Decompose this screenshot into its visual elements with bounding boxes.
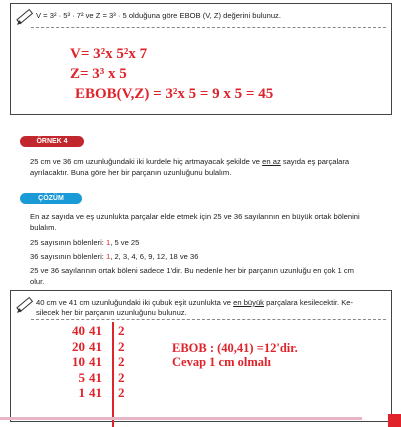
common-divisor-36: 1	[105, 252, 111, 261]
table-cell: 41	[89, 354, 102, 369]
problem-2-statement-a: 40 cm ve 41 cm uzunluğundaki iki çubuk eşit uzunlukta ve	[36, 298, 232, 307]
table-cell: 1	[78, 385, 85, 400]
table-cell: 2	[118, 354, 125, 369]
example-text-a-end: sayıda eş parçalara	[282, 157, 350, 166]
problem-2-emphasis: en büyük	[233, 298, 264, 307]
page-corner	[388, 414, 401, 427]
answer-line-v: V= 3²x 5²x 7	[70, 46, 148, 62]
divisors-36	[30, 251, 198, 262]
solution-line1: En az sayıda ve eş uzunlukta parçalar elde etmek için 25 ve 36 sayılarının en büyük ortak bölenini	[30, 212, 360, 221]
solution-conclusion-1: 25 ve 36 sayılarının ortak böleni sadece 1'dir. Bu nedenle her bir parçanın uzunluğu en çok 1 cm	[30, 266, 354, 275]
divider	[31, 27, 386, 28]
table-cell: 41	[89, 385, 102, 400]
answer-line-z: Z= 3³ x 5	[70, 66, 127, 82]
example-text-line1	[30, 156, 349, 167]
solution-line2: bulalım.	[30, 223, 57, 232]
solution-conclusion-2: olur.	[30, 277, 45, 286]
problem-2-statement-b: parçalara kesilecektir. Ke-	[266, 298, 354, 307]
solution-badge: ÇÖZÜM	[20, 193, 82, 204]
col-b	[89, 323, 102, 401]
division-line	[112, 322, 114, 427]
divisors-25	[30, 237, 139, 248]
footer-bar	[0, 417, 362, 420]
divisors-36-rest: , 2, 3, 4, 6, 9, 12, 18 ve 36	[110, 252, 199, 261]
table-cell: 40	[72, 323, 85, 338]
example-text-a: 25 cm ve 36 cm uzunluğundaki iki kurdele hiç artmayacak şekilde ve	[30, 157, 261, 166]
problem-2-statement-line2: silecek her bir parçanın uzunluğunu bulunuz.	[36, 308, 187, 317]
divisors-25-prefix: 25 sayısının bölenleri:	[30, 238, 106, 247]
table-cell: 5	[78, 369, 85, 385]
table-cell: 2	[118, 369, 125, 385]
table-cell: 41	[89, 369, 102, 385]
table-cell: 2	[118, 385, 125, 400]
pencil-icon	[14, 6, 36, 28]
table-cell: 41	[89, 323, 102, 338]
divider	[31, 319, 386, 320]
pencil-icon	[14, 294, 36, 316]
divisors-25-rest: , 5 ve 25	[110, 238, 140, 247]
table-cell: 10	[72, 354, 85, 369]
problem-1-statement: V = 3² · 5³ · 7² ve Z = 3³ · 5 olduğuna göre EBOB (V, Z) değerini bulunuz.	[36, 11, 281, 20]
example-badge: ÖRNEK 4	[20, 136, 84, 147]
col-a	[63, 323, 85, 401]
common-divisor-25: 1	[105, 238, 111, 247]
table-cell: 2	[118, 338, 125, 354]
example-text-line2: ayrılacaktır. Buna göre her bir parçanın uzunluğunu bulalım.	[30, 168, 232, 177]
table-cell: 2	[118, 323, 125, 338]
answer-result: Cevap 1 cm olmalı	[172, 355, 271, 369]
answer-ebob: EBOB : (40,41) =12'dir.	[172, 341, 298, 355]
table-cell: 41	[89, 338, 102, 354]
divisors-36-prefix: 36 sayısının bölenleri:	[30, 252, 106, 261]
col-divisor	[118, 323, 125, 401]
answer-line-ebob: EBOB(V,Z) = 3²x 5 = 9 x 5 = 45	[75, 86, 274, 102]
table-cell: 20	[72, 338, 85, 354]
example-text-emphasis: en az	[262, 157, 281, 166]
